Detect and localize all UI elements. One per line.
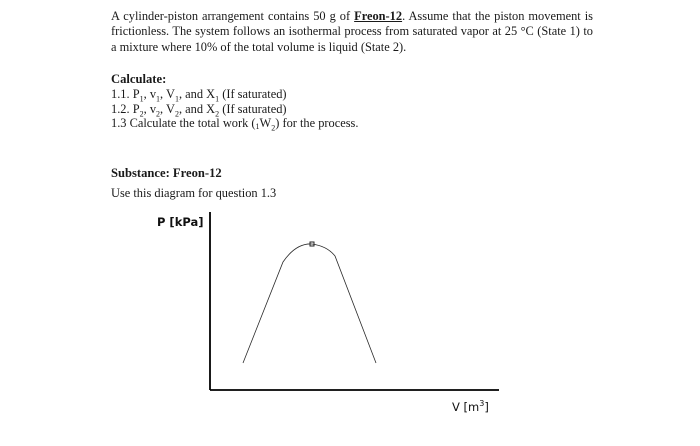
substance-link: Freon-12 — [354, 9, 403, 23]
saturation-dome — [243, 244, 376, 363]
question-1-3: 1.3 Calculate the total work $(1W_2)$ for the process. — [111, 116, 359, 133]
substance-label: Substance: Freon-12 — [111, 166, 222, 180]
question-1-1: 1.1. $P_1$, $v_1$, $V_1$, and $X_1$ (If saturated) — [111, 87, 287, 104]
intro-before: A cylinder-piston arrangement contains 50 g of — [111, 9, 355, 23]
x-axis-label: V $[m^3]$ — [452, 399, 489, 414]
diagram-instruction: Use this diagram for question 1.3 — [111, 186, 277, 200]
y-axis-label: P [kPa] — [157, 215, 204, 229]
calculate-title: Calculate: — [111, 72, 167, 86]
intro-after: . Assume that the piston movement is frictionless. The system follows an isothermal process from saturated vapor at 25 °C (State 1) to a mixture where 10% of the total volume is liquid (State 2). — [111, 9, 593, 54]
question-1-2: 1.2. $P_2$, $v_2$, $V_2$, and $X_2$ (If saturated) — [111, 101, 287, 119]
